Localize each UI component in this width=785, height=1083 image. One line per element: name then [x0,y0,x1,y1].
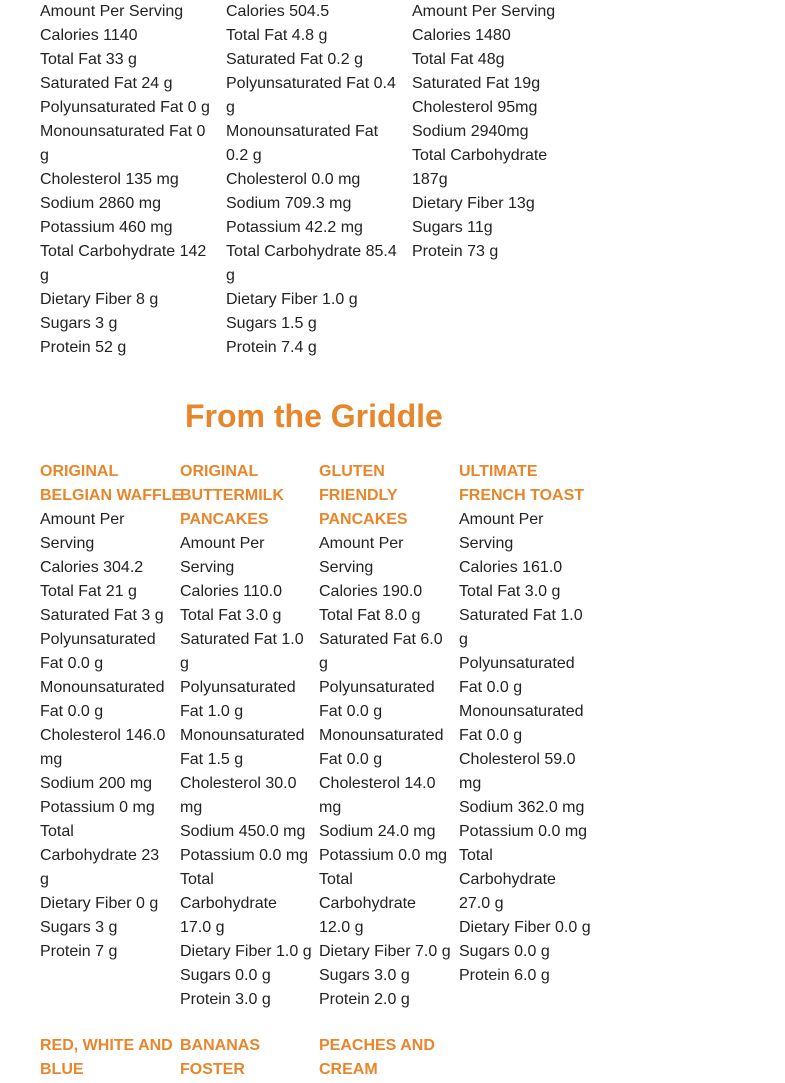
nutrition-line: Total Carbohydrate 85.4 [226,243,397,260]
nutrition-line: Fat 0.0 g [319,703,383,720]
nutrition-line: Total Fat 3.0 g [459,583,561,600]
nutrition-line: Monounsaturated [459,703,584,720]
nutrition-line: 0.2 g [226,147,262,164]
nutrition-line: g [40,147,49,164]
nutrition-line: Protein 52 g [40,339,127,356]
nutrition-line: Sodium 450.0 mg [180,823,306,840]
menu-item-peaches-and-cream [319,1034,435,1082]
nutrition-line: Total Fat 48g [412,51,505,68]
nutrition-line: Protein 7 g [40,943,118,960]
nutrition-line: 187g [412,171,448,188]
nutrition-line: Fat 0.0 g [40,703,104,720]
menu-item-title: BLUE [40,1061,84,1078]
nutrition-line: Cholesterol 30.0 [180,775,297,792]
nutrition-line: Amount Per [40,511,125,528]
nutrition-line: Potassium 460 mg [40,219,173,236]
nutrition-line: 17.0 g [180,919,225,936]
nutrition-line: 12.0 g [319,919,364,936]
nutrition-line: Fat 0.0 g [319,751,383,768]
nutrition-line: Protein 2.0 g [319,991,410,1008]
nutrition-line: Total [180,871,214,888]
menu-item-red-white-blue [40,1034,173,1082]
nutrition-line: Calories 110.0 [180,583,282,600]
nutrition-line: Amount Per [180,535,265,552]
menu-item-title: PANCAKES [180,511,269,528]
menu-item-title: ORIGINAL [40,463,119,480]
nutrition-line: Sugars 0.0 g [180,967,271,984]
nutrition-line: Dietary Fiber 0.0 g [459,919,591,936]
menu-item-title: BANANAS [180,1037,260,1054]
nutrition-line: Potassium 0.0 mg [319,847,448,864]
nutrition-line: Total Carbohydrate [412,147,548,164]
nutrition-line: Serving [459,535,514,552]
nutrition-line: Saturated Fat 3 g [40,607,164,624]
nutrition-line: Monounsaturated [319,727,444,744]
nutrition-line: g [180,655,189,672]
menu-item-title: BELGIAN WAFFLE [40,487,183,504]
nutrition-line: Carbohydrate [459,871,556,888]
menu-item-title: FRENCH TOAST [459,487,585,504]
nutrition-line: Polyunsaturated [459,655,575,672]
nutrition-line: Saturated Fat 1.0 [180,631,304,648]
nutrition-line: Saturated Fat 19g [412,75,541,92]
nutrition-line: Potassium 0.0 mg [459,823,588,840]
nutrition-line: Dietary Fiber 8 g [40,291,159,308]
nutrition-line: Dietary Fiber 1.0 g [226,291,358,308]
nutrition-line: g [226,99,235,116]
nutrition-line: Amount Per [319,535,404,552]
nutrition-line: Dietary Fiber 0 g [40,895,159,912]
nutrition-line: Calories 190.0 [319,583,423,600]
nutrition-line: Serving [180,559,235,576]
nutrition-line: Polyunsaturated [319,679,435,696]
menu-item-title: PEACHES AND [319,1037,435,1054]
nutrition-line: g [459,631,468,648]
nutrition-line: Polyunsaturated [180,679,296,696]
menu-item-title: ORIGINAL [180,463,259,480]
nutrition-line: Sugars 3.0 g [319,967,410,984]
menu-item-title: RED, WHITE AND [40,1037,173,1054]
nutrition-line: Fat 0.0 g [40,655,104,672]
nutrition-line: Sodium 362.0 mg [459,799,585,816]
menu-item-bananas-foster [180,1034,260,1082]
nutrition-line: Cholesterol 0.0 mg [226,171,361,188]
nutrition-line: Calories 304.2 [40,559,144,576]
menu-item-title: PANCAKES [319,511,408,528]
nutrition-line: Sugars 0.0 g [459,943,550,960]
menu-item-title: BUTTERMILK [180,487,284,504]
nutrition-line: Sugars 11g [412,219,493,236]
nutrition-column-2 [226,0,397,360]
nutrition-line: Serving [40,535,95,552]
nutrition-line: Carbohydrate [319,895,416,912]
nutrition-line: Sodium 709.3 mg [226,195,352,212]
nutrition-line: Saturated Fat 0.2 g [226,51,363,68]
nutrition-line: Amount Per Serving [412,3,556,20]
menu-item-ultimate-french-toast [459,460,591,988]
nutrition-line: mg [319,799,342,816]
menu-item-belgian-waffle [40,460,182,964]
nutrition-line: Carbohydrate [180,895,277,912]
nutrition-line: Protein 3.0 g [180,991,271,1008]
nutrition-line: Cholesterol 135 mg [40,171,179,188]
nutrition-line: Protein 7.4 g [226,339,317,356]
nutrition-line: Monounsaturated Fat 0 [40,123,206,140]
nutrition-line: Cholesterol 14.0 [319,775,436,792]
nutrition-line: Fat 1.5 g [180,751,244,768]
nutrition-line: Cholesterol 95mg [412,99,538,116]
menu-item-title: GLUTEN [319,463,385,480]
nutrition-line: Serving [319,559,374,576]
nutrition-line: Calories 1480 [412,27,511,44]
nutrition-line: Polyunsaturated Fat 0.4 [226,75,396,92]
nutrition-line: g [226,267,235,284]
nutrition-line: Sugars 3 g [40,919,118,936]
nutrition-line: Saturated Fat 1.0 [459,607,583,624]
nutrition-line: Sodium 2860 mg [40,195,161,212]
nutrition-line: g [40,267,49,284]
nutrition-line: Monounsaturated Fat [226,123,379,140]
nutrition-line: Sodium 24.0 mg [319,823,436,840]
menu-item-title: ULTIMATE [459,463,538,480]
nutrition-line: Potassium 42.2 mg [226,219,363,236]
nutrition-line: Total [319,871,353,888]
nutrition-line: Sugars 3 g [40,315,118,332]
nutrition-line: Monounsaturated [180,727,305,744]
nutrition-line: Monounsaturated [40,679,165,696]
nutrition-line: Total [459,847,493,864]
nutrition-line: Saturated Fat 6.0 [319,631,443,648]
nutrition-line: Polyunsaturated Fat 0 g [40,99,210,116]
nutrition-line: Total [40,823,74,840]
nutrition-line: Total Fat 33 g [40,51,137,68]
nutrition-line: Protein 73 g [412,243,499,260]
nutrition-line: Total Fat 8.0 g [319,607,421,624]
nutrition-line: Cholesterol 146.0 [40,727,166,744]
nutrition-line: Total Fat 21 g [40,583,137,600]
nutrition-line: Sugars 1.5 g [226,315,317,332]
nutrition-line: Amount Per [459,511,544,528]
nutrition-line: Carbohydrate 23 [40,847,160,864]
nutrition-line: Calories 504.5 [226,3,330,20]
nutrition-line: mg [40,751,63,768]
menu-item-title: CREAM [319,1061,378,1078]
nutrition-line: Total Carbohydrate 142 [40,243,207,260]
nutrition-line: mg [459,775,482,792]
nutrition-line: Calories 161.0 [459,559,563,576]
nutrition-column-1 [40,0,210,360]
nutrition-line: Polyunsaturated [40,631,156,648]
nutrition-column-3 [412,0,555,264]
nutrition-line: Fat 1.0 g [180,703,244,720]
nutrition-line: Dietary Fiber 13g [412,195,535,212]
nutrition-line: Amount Per Serving [40,3,184,20]
nutrition-line: Calories 1140 [40,27,138,44]
nutrition-line: Saturated Fat 24 g [40,75,173,92]
nutrition-line: Dietary Fiber 7.0 g [319,943,451,960]
nutrition-line: g [40,871,49,888]
nutrition-line: 27.0 g [459,895,504,912]
nutrition-line: Cholesterol 59.0 [459,751,576,768]
nutrition-line: Total Fat 4.8 g [226,27,328,44]
nutrition-line: Protein 6.0 g [459,967,550,984]
nutrition-line: mg [180,799,203,816]
menu-item-title: FRIENDLY [319,487,398,504]
section-title: From the Griddle [185,398,443,434]
nutrition-line: Sodium 200 mg [40,775,153,792]
nutrition-line: Fat 0.0 g [459,679,523,696]
nutrition-line: Sodium 2940mg [412,123,529,140]
nutrition-line: Fat 0.0 g [459,727,523,744]
menu-item-gluten-friendly-pancakes [319,460,451,1012]
nutrition-line: Total Fat 3.0 g [180,607,282,624]
menu-item-title: FOSTER [180,1061,245,1078]
nutrition-line: g [319,655,328,672]
nutrition-line: Dietary Fiber 1.0 g [180,943,312,960]
nutrition-line: Potassium 0 mg [40,799,155,816]
nutrition-line: Potassium 0.0 mg [180,847,309,864]
menu-item-buttermilk-pancakes [180,460,312,1012]
